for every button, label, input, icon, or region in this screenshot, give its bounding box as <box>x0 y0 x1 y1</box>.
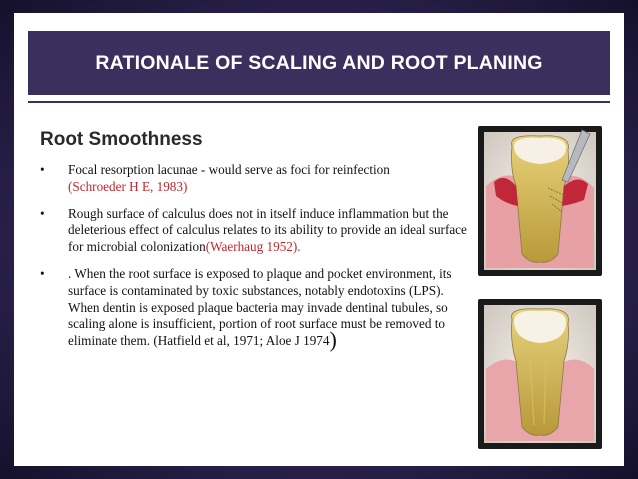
bullet-marker: • <box>40 162 45 177</box>
closing-parenthesis: ) <box>329 327 337 353</box>
title-divider <box>28 101 610 103</box>
slide-title: RATIONALE OF SCALING AND ROOT PLANING <box>95 51 543 74</box>
tooth-root-planed-image <box>478 299 602 449</box>
bullet-list <box>32 162 478 360</box>
bullet-marker: • <box>40 265 45 281</box>
bullet-item <box>32 265 478 353</box>
bullet-citation: (Schroeder H E, 1983) <box>68 178 188 194</box>
slide-frame <box>14 13 624 466</box>
bullet-citation: (Waerhaug 1952). <box>205 239 301 255</box>
bullet-marker: • <box>40 205 45 221</box>
bullet-item <box>32 206 478 256</box>
bullet-text: . When the root surface is exposed to plaque and pocket environment, its surface is contaminated by toxic substances, notably endotoxins (LPS). When dentin is exposed plaque bacteria may invade dentinal tubules, so scaling alone is insufficient, portion of root surface must be removed to eliminate them. (Hatfield et al, 1971; Aloe J 1974 <box>68 265 452 349</box>
slide-subtitle: Root Smoothness <box>40 129 203 150</box>
bullet-text: Focal resorption lacunae - would serve as foci for reinfection <box>68 162 390 177</box>
tooth-root-planed-illustration-icon <box>478 299 602 449</box>
bullet-item <box>32 162 478 196</box>
tooth-scaling-image <box>478 126 602 276</box>
tooth-scaling-instrument-illustration-icon <box>478 126 602 276</box>
title-bar <box>28 31 610 95</box>
bullet-text: Rough surface of calculus does not in itself induce inflammation but the deleterious effect of calculus relates to its ability to provide an ideal surface for microbial colonization <box>68 205 467 255</box>
